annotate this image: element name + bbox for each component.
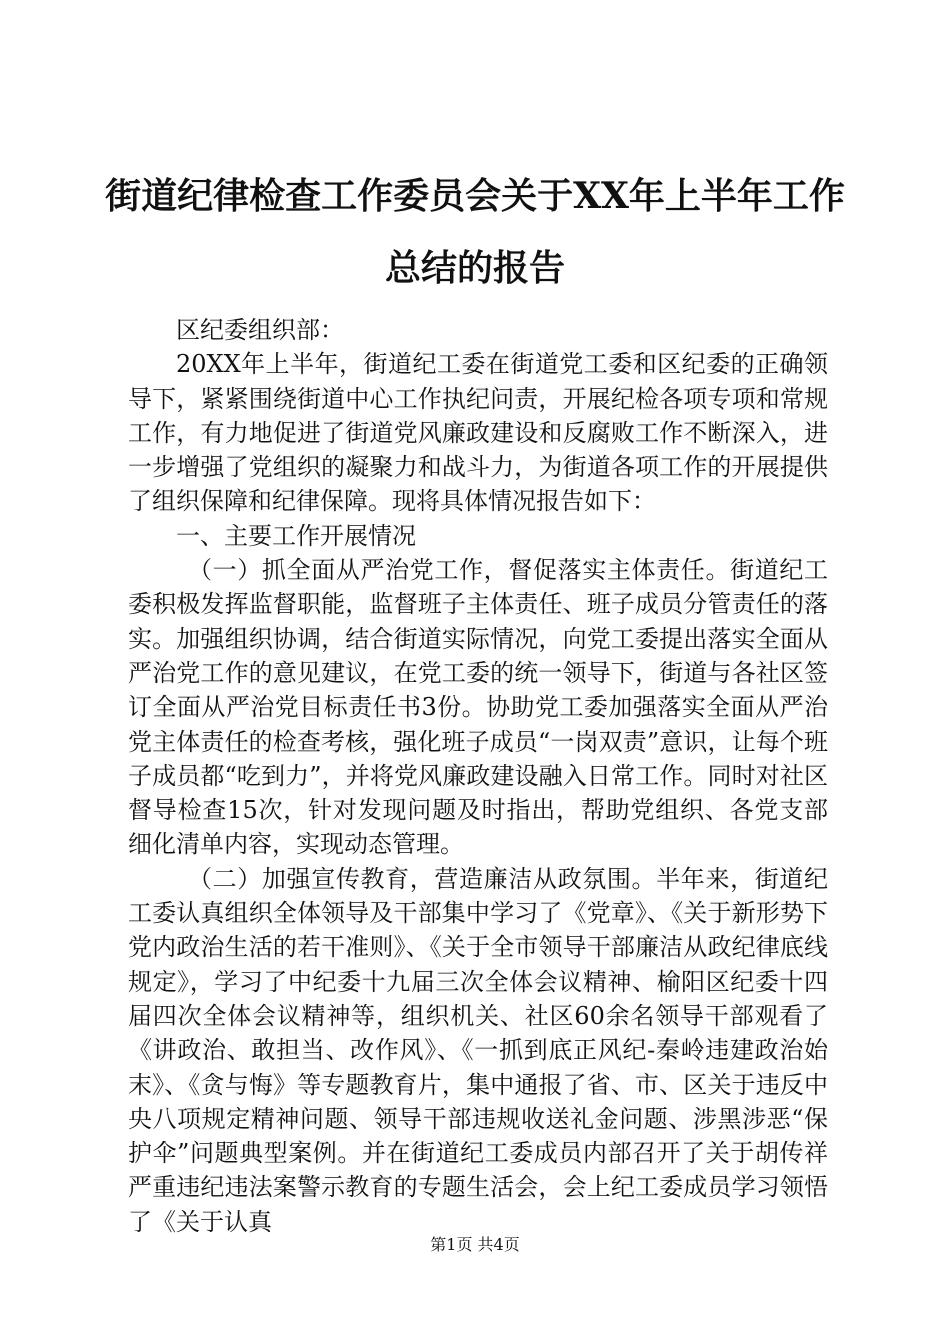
document-title: 街道纪律检查工作委员会关于XX年上半年工作总结的报告 xyxy=(105,175,845,289)
section-heading: 一、主要工作开展情况 xyxy=(176,521,416,550)
body-paragraph: （一）抓全面从严治党工作，督促落实主体责任。街道纪工委积极发挥监督职能，监督班子主体责任、班子成员分管责任的落实。加强组织协调，结合街道实际情况，向党工委提出落实全面从严治党工作的意见建议，在党工委的统一领导下，街道与各社区签订全面从严治党目标责任书3份。协助党工委加强落实全面从严治党主体责任的检查考核，强化班子成员“一岗双责”意识，让每个班子成员都“吃到力”，并将党风廉政建设融入日常工作。同时对社区督导检查15次，针对发现问题及时指出，帮助党组织、各党支部细化清单内容，实现动态管理。 xyxy=(128,556,828,859)
salutation: 区纪委组织部： xyxy=(176,316,344,344)
page-number-footer: 第1页 共4页 xyxy=(430,1235,520,1254)
intro-paragraph: 20XX年上半年，街道纪工委在街道党工委和区纪委的正确领导下，紧紧围绕街道中心工作执纪问责，开展纪检各项专项和常规工作，有力地促进了街道党风廉政建设和反腐败工作不断深入，进一步增强了党组织的凝聚力和战斗力，为街道各项工作的开展提供了组织保障和纪律保障。现将具体情况报告如下： xyxy=(128,350,828,516)
body-paragraph: （二）加强宣传教育，营造廉洁从政氛围。半年来，街道纪工委认真组织全体领导及干部集中学习了《党章》、《关于新形势下党内政治生活的若干准则》、《关于全市领导干部廉洁从政纪律底线规定》，学习了中纪委十九届三次全体会议精神、榆阳区纪委十四届四次全体会议精神等，组织机关、社区60余名领导干部观看了《讲政治、敢担当、改作风》、《一抓到底正风纪-秦岭违建政治始末》、《贪与悔》等专题教育片，集中通报了省、市、区关于违反中央八项规定精神问题、领导干部违规收送礼金问题、涉黑涉恶“保护伞”问题典型案例。并在街道纪工委成员内部召开了关于胡传祥严重违纪违法案警示教育的专题生活会，会上纪工委成员学习领悟了《关于认真 xyxy=(128,864,828,1236)
document-body xyxy=(128,313,828,1239)
